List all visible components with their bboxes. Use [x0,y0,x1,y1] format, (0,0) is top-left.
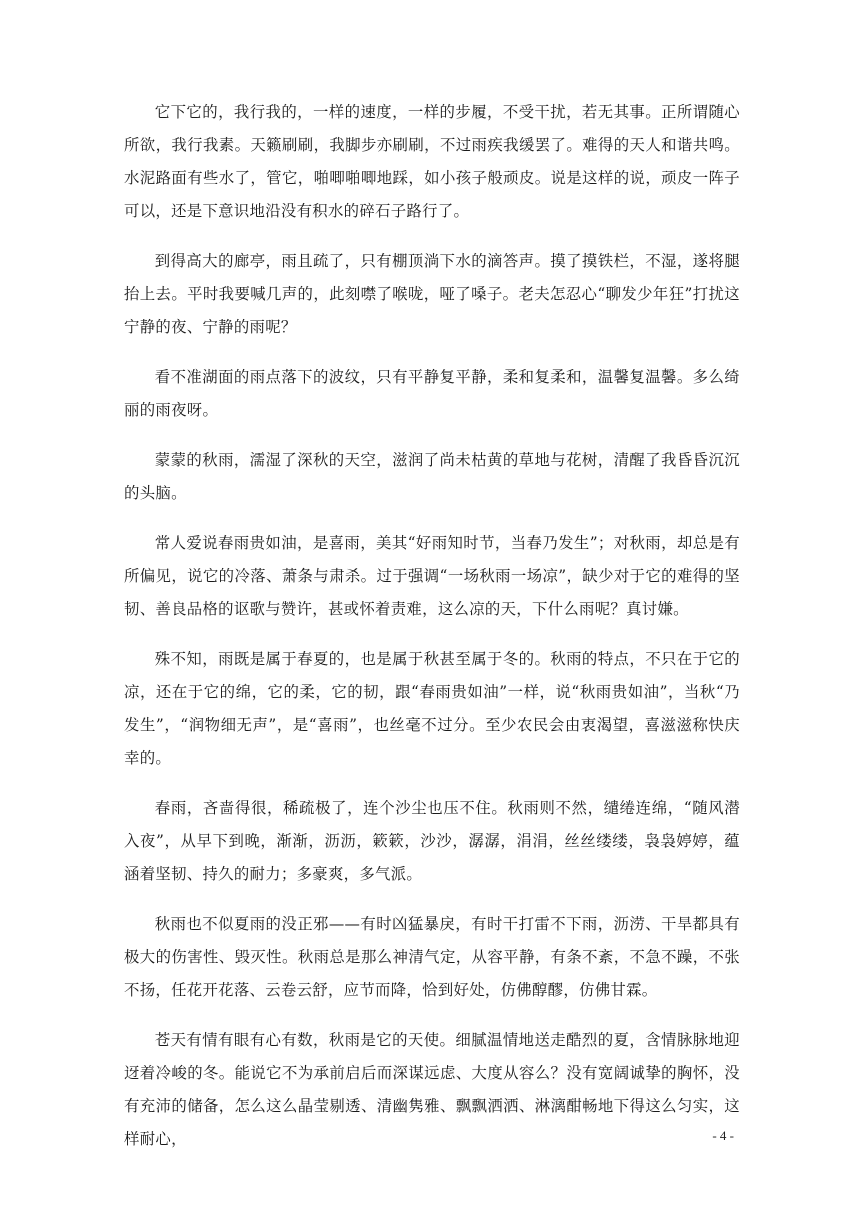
paragraph: 殊不知，雨既是属于春夏的，也是属于秋甚至属于冬的。秋雨的特点，不只在于它的凉，还在于它的绵，它的柔，它的韧，跟“春雨贵如油”一样，说“秋雨贵如油”，当秋“乃发生”，“润物细无声”，是“喜雨”，也丝毫不过分。至少农民会由衷渴望，喜滋滋称快庆幸的。 [124,650,740,767]
paragraph: 春雨，吝啬得很，稀疏极了，连个沙尘也压不住。秋雨则不然，缱绻连绵，“随风潜入夜”，从早下到晚，渐渐，沥沥，簌簌，沙沙，潺潺，涓涓，丝丝缕缕，袅袅婷婷，蕴涵着坚韧、持久的耐力；多豪爽，多气派。 [124,799,740,883]
paragraph: 看不准湖面的雨点落下的波纹，只有平静复平静，柔和复柔和，温馨复温馨。多么绮丽的雨夜呀。 [124,368,740,419]
paragraph: 蒙蒙的秋雨，濡湿了深秋的天空，滋润了尚未枯黄的草地与花树，清醒了我昏昏沉沉的头脑。 [124,451,740,502]
paragraph: 苍天有情有眼有心有数，秋雨是它的天使。细腻温情地送走酷烈的夏，含情脉脉地迎迓着冷峻的冬。能说它不为承前启后而深谋远虑、大度从容么？没有宽阔诚挚的胸怀，没有充沛的储备，怎么这么晶莹剔透、清幽隽雅、飘飘洒洒、淋漓酣畅地下得这么匀实，这样耐心， [124,1031,740,1148]
page-number: - 4 - [712,1128,734,1143]
paragraph: 到得高大的廊亭，雨且疏了，只有棚顶淌下水的滴答声。摸了摸铁栏，不湿，遂将腿抬上去。平时我要喊几声的，此刻噤了喉咙，哑了嗓子。老夫怎忍心“聊发少年狂”打扰这宁静的夜、宁静的雨呢？ [124,252,740,336]
paragraph: 它下它的，我行我的，一样的速度，一样的步履，不受干扰，若无其事。正所谓随心所欲，我行我素。天籁刷刷，我脚步亦刷刷，不过雨疾我缓罢了。难得的天人和谐共鸣。水泥路面有些水了，管它，啪唧啪唧地踩，如小孩子般顽皮。说是这样的说，顽皮一阵子可以，还是下意识地沿没有积水的碎石子路行了。 [124,103,740,220]
paragraph: 常人爱说春雨贵如油，是喜雨，美其“好雨知时节，当春乃发生”；对秋雨，却总是有所偏见，说它的冷落、萧条与肃杀。过于强调“一场秋雨一场凉”，缺少对于它的难得的坚韧、善良品格的讴歌与赞许，甚或怀着责难，这么凉的天，下什么雨呢？真讨嫌。 [124,534,740,618]
paragraph: 秋雨也不似夏雨的没正邪——有时凶猛暴戾，有时干打雷不下雨，沥涝、干旱都具有极大的伤害性、毁灭性。秋雨总是那么神清气定，从容平静，有条不紊，不急不躁，不张不扬，任花开花落、云卷云舒，应节而降，恰到好处，仿佛醇醪，仿佛甘霖。 [124,915,740,999]
essay-body [124,96,740,1173]
